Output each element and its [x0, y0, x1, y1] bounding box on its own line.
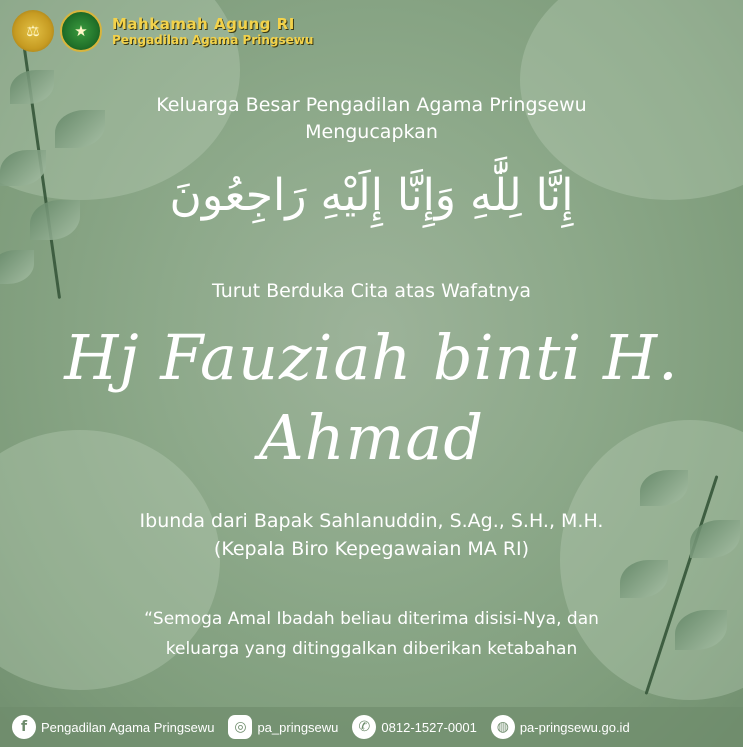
scales-emblem-icon: ⚖ — [12, 10, 54, 52]
deceased-name: Hj Fauziah binti H. Ahmad — [64, 321, 679, 474]
website-label: pa-pringsewu.go.id — [519, 719, 630, 735]
website-link[interactable] — [491, 715, 630, 739]
family-greeting — [0, 92, 743, 146]
phone-link[interactable] — [352, 715, 476, 739]
footer-bar — [0, 707, 743, 747]
relation-position: (Kepala Biro Kepegawaian MA RI) — [213, 538, 530, 560]
relation-text — [0, 507, 743, 563]
phone-icon: ✆ — [352, 715, 376, 739]
court-emblem-icon: ★ — [60, 10, 102, 52]
greeting-line: Keluarga Besar Pengadilan Agama Pringsewu — [156, 94, 587, 116]
org-subtitle: Pengadilan Agama Pringsewu — [112, 33, 314, 47]
relation-line: Ibunda dari Bapak Sahlanuddin, S.Ag., S.H., M.H. — [139, 510, 604, 532]
instagram-icon: ◎ — [228, 715, 252, 739]
facebook-icon: f — [12, 715, 36, 739]
greeting-verb: Mengucapkan — [305, 121, 438, 143]
facebook-link[interactable] — [12, 715, 214, 739]
facebook-label: Pengadilan Agama Pringsewu — [41, 719, 215, 735]
instagram-label: pa_pringsewu — [257, 719, 339, 735]
header — [12, 10, 313, 52]
org-name — [112, 15, 313, 47]
prayer-text — [0, 604, 743, 664]
leaf-decoration — [0, 250, 34, 284]
globe-icon: ◍ — [491, 715, 515, 739]
arabic-phrase: إِنَّا لِلَّٰهِ وَإِنَّا إِلَيْهِ رَاجِعُونَ — [169, 170, 574, 221]
prayer-line: keluarga yang ditinggalkan diberikan ketabahan — [165, 639, 578, 659]
condolence-text: Turut Berduka Cita atas Wafatnya — [211, 280, 532, 302]
phone-label: 0812-1527-0001 — [381, 719, 477, 735]
prayer-line: “Semoga Amal Ibadah beliau diterima disisi-Nya, dan — [144, 609, 599, 629]
instagram-link[interactable] — [228, 715, 338, 739]
org-title: Mahkamah Agung RI — [112, 15, 295, 33]
